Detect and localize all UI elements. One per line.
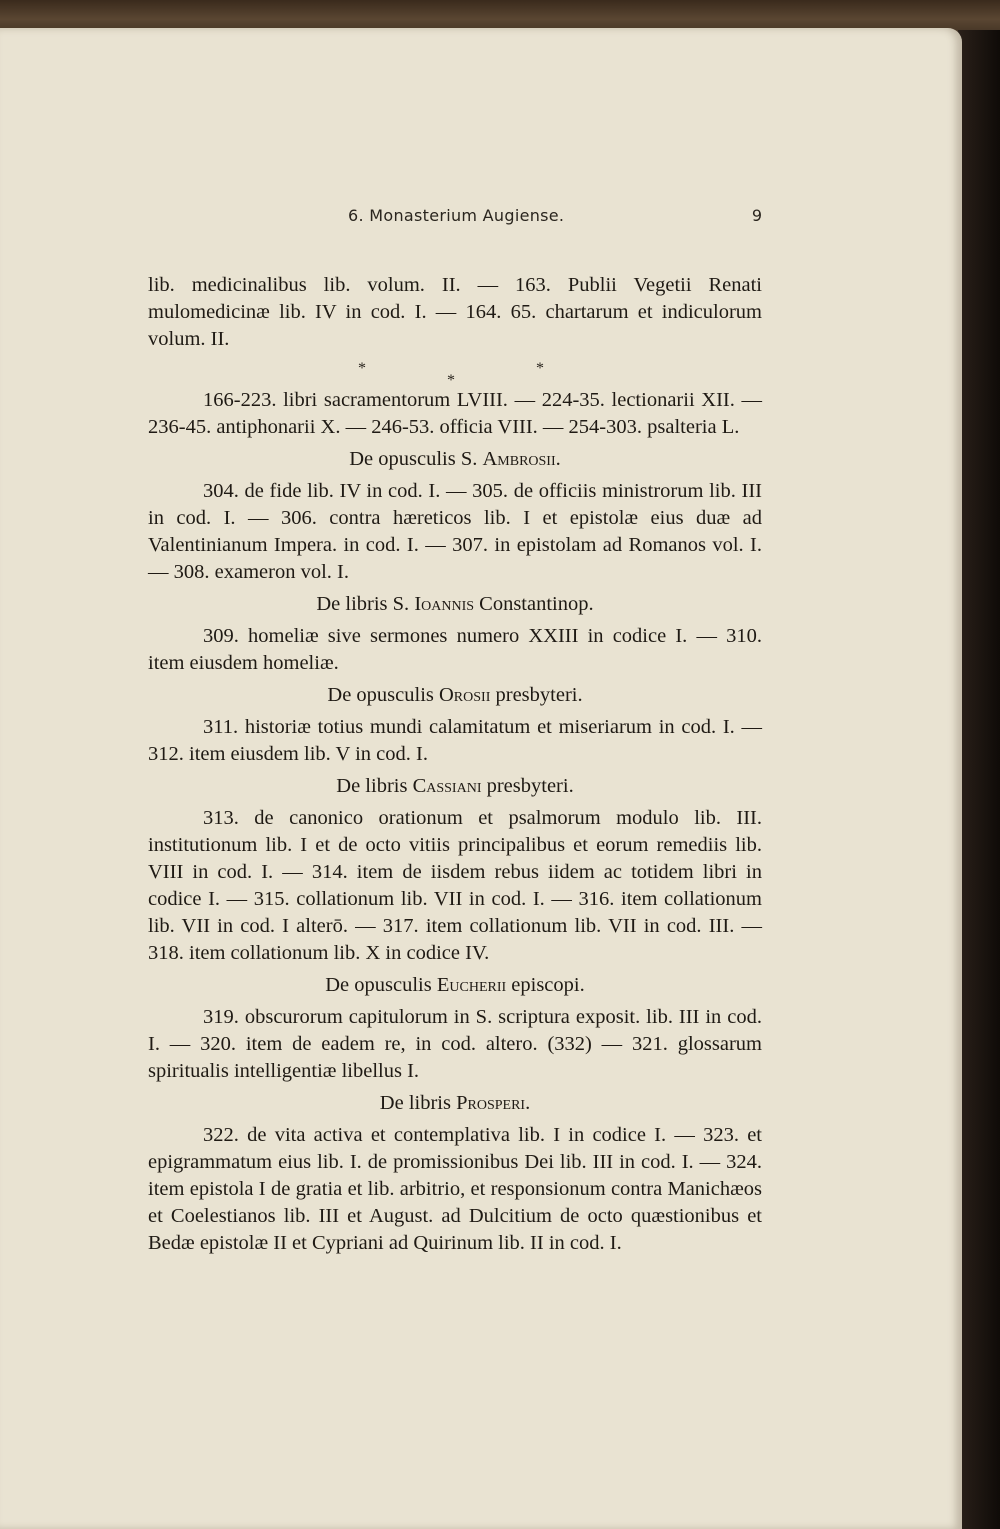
asterisk: *: [358, 360, 366, 377]
section-heading: De libris Cassiani presbyteri.: [336, 775, 574, 797]
paragraph: 322. de vita activa et contemplativa lib. I in codice I. — 323. et epigrammatum eius lib. I. de promissionibus Dei lib. III in cod. I. — 324. item epistola I de gratia et lib. arbitrio, et responsionum contra Manichæos et Coelestianos lib. III et August. ad Dulcitium de octo quæstionibus et Bedæ epistolæ II et Cypriani ad Quirinum lib. II in cod. I.: [148, 1124, 762, 1254]
section-heading: De opusculis S. Ambrosii.: [349, 448, 561, 470]
paragraph: lib. medicinalibus lib. volum. II. — 163. Publii Vegetii Renati mulomedicinæ lib. IV in cod. I. — 164. 65. chartarum et indiculorum volum. II.: [148, 274, 762, 350]
asterisk: *: [447, 372, 455, 389]
section-heading: De opusculis Eucherii episcopi.: [325, 974, 585, 996]
asterism-separator: [148, 355, 762, 389]
section-heading: De libris S. Ioannis Constantinop.: [316, 593, 594, 615]
book-edge: [958, 30, 1000, 1529]
paragraph: 319. obscurorum capitulorum in S. scriptura exposit. lib. III in cod. I. — 320. item de eadem re, in cod. altero. (332) — 321. glossarum spiritualis intelligentiæ libellus I.: [148, 1006, 762, 1082]
paragraph: 309. homeliæ sive sermones numero XXIII in codice I. — 310. item eiusdem homeliæ.: [148, 625, 762, 674]
running-head-title: 6. Monasterium Augiense.: [348, 206, 565, 225]
section-heading: De opusculis Orosii presbyteri.: [327, 684, 583, 706]
page-number: 9: [751, 206, 762, 225]
body-text: [148, 272, 762, 1257]
book-page: [0, 28, 962, 1529]
paragraph: 311. historiæ totius mundi calamitatum et miseriarum in cod. I. — 312. item eiusdem lib. V in cod. I.: [148, 716, 762, 765]
running-head: [148, 204, 762, 230]
paragraph: 166-223. libri sacramentorum LVIII. — 224-35. lectionarii XII. — 236-45. antiphonarii X. — 246-53. officia VIII. — 254-303. psalteria L.: [148, 389, 762, 438]
paragraph: 304. de fide lib. IV in cod. I. — 305. de officiis ministrorum lib. III in cod. I. — 306. contra hæreticos lib. I et epistolæ eius duæ ad Valentinianum Impera. in cod. I. — 307. in epistolam ad Romanos vol. I. — 308. exameron vol. I.: [148, 480, 762, 583]
section-heading: De libris Prosperi.: [379, 1092, 531, 1114]
paragraph: 313. de canonico orationum et psalmorum modulo lib. III. institutionum lib. I et de octo vitiis principalibus et eorum remediis lib. VIII in cod. I. — 314. item de iisdem rebus iidem ac totidem libri in codice I. — 315. collationum lib. VII in cod. I. — 316. item collationum lib. VII in cod. I alterō. — 317. item collationum lib. VII in cod. III. — 318. item collationum lib. X in codice IV.: [148, 807, 762, 964]
asterisk: *: [536, 360, 544, 377]
